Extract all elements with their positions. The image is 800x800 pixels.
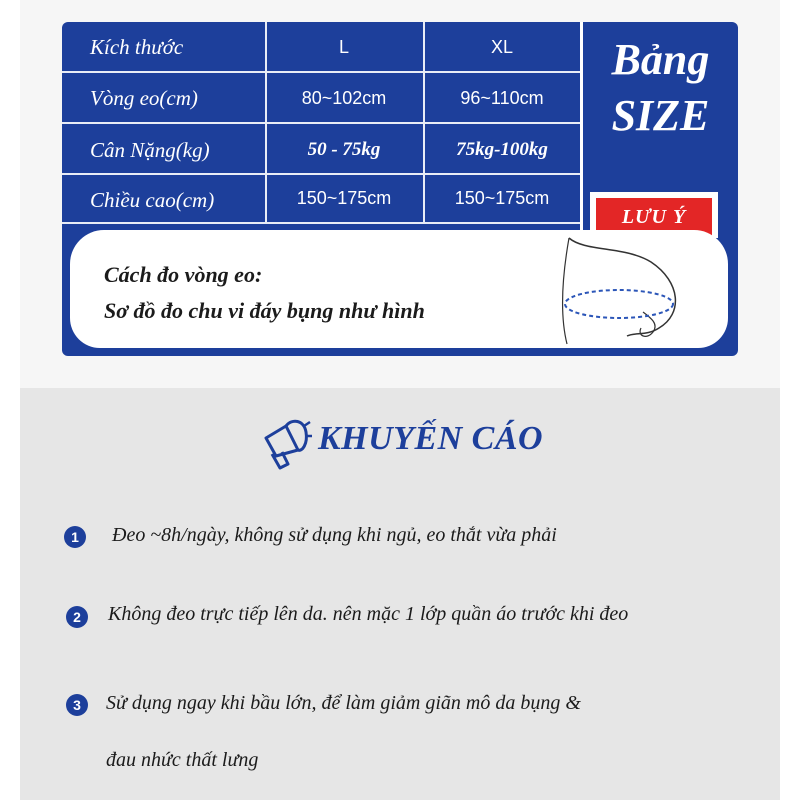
tip-text-1: Đeo ~8h/ngày, không sử dụng khi ngủ, eo thắt vừa phải	[112, 524, 557, 546]
table-divider	[62, 173, 580, 175]
table-divider	[265, 22, 267, 224]
size-chart-title	[583, 35, 738, 140]
header-size-label: Kích thước	[90, 34, 184, 59]
row-waist-xl: 96~110cm	[460, 87, 544, 108]
row-waist-label: Vòng eo(cm)	[90, 85, 198, 110]
row-height-xl: 150~175cm	[454, 187, 550, 208]
table-divider	[62, 222, 580, 224]
row-height-l: 150~175cm	[296, 187, 392, 208]
header-size-l: L	[338, 36, 349, 57]
row-waist-l: 80~102cm	[301, 87, 387, 108]
tip-number-3: 3	[66, 694, 88, 716]
warning-title: KHUYẾN CÁO	[318, 420, 544, 457]
table-divider	[62, 71, 580, 73]
table-divider	[423, 22, 425, 224]
size-title-line2: SIZE	[611, 91, 710, 140]
tip-number-2: 2	[66, 606, 88, 628]
row-weight-label: Cân Nặng(kg)	[90, 137, 210, 162]
size-title-line1: Bảng	[611, 35, 710, 84]
note-line-2: Sơ đồ đo chu vi đáy bụng như hình	[104, 298, 425, 323]
tip-text-3: Sử dụng ngay khi bầu lớn, để làm giảm giãn mô da bụng &	[106, 692, 581, 714]
header-size-xl: XL	[490, 36, 514, 57]
belly-measure-illustration	[555, 232, 695, 348]
note-badge: LƯU Ý	[596, 198, 712, 236]
note-line-1: Cách đo vòng eo:	[104, 262, 263, 287]
row-height-label: Chiều cao(cm)	[90, 187, 215, 212]
row-weight-l: 50 - 75kg	[307, 139, 381, 160]
tip-number-1: 1	[64, 526, 86, 548]
tip-text-3-cont: đau nhức thất lưng	[106, 749, 259, 771]
megaphone-icon	[258, 412, 314, 472]
table-divider	[62, 122, 580, 124]
tip-text-2: Không đeo trực tiếp lên da. nên mặc 1 lớp quần áo trước khi đeo	[108, 603, 629, 625]
row-weight-xl: 75kg-100kg	[456, 139, 548, 160]
